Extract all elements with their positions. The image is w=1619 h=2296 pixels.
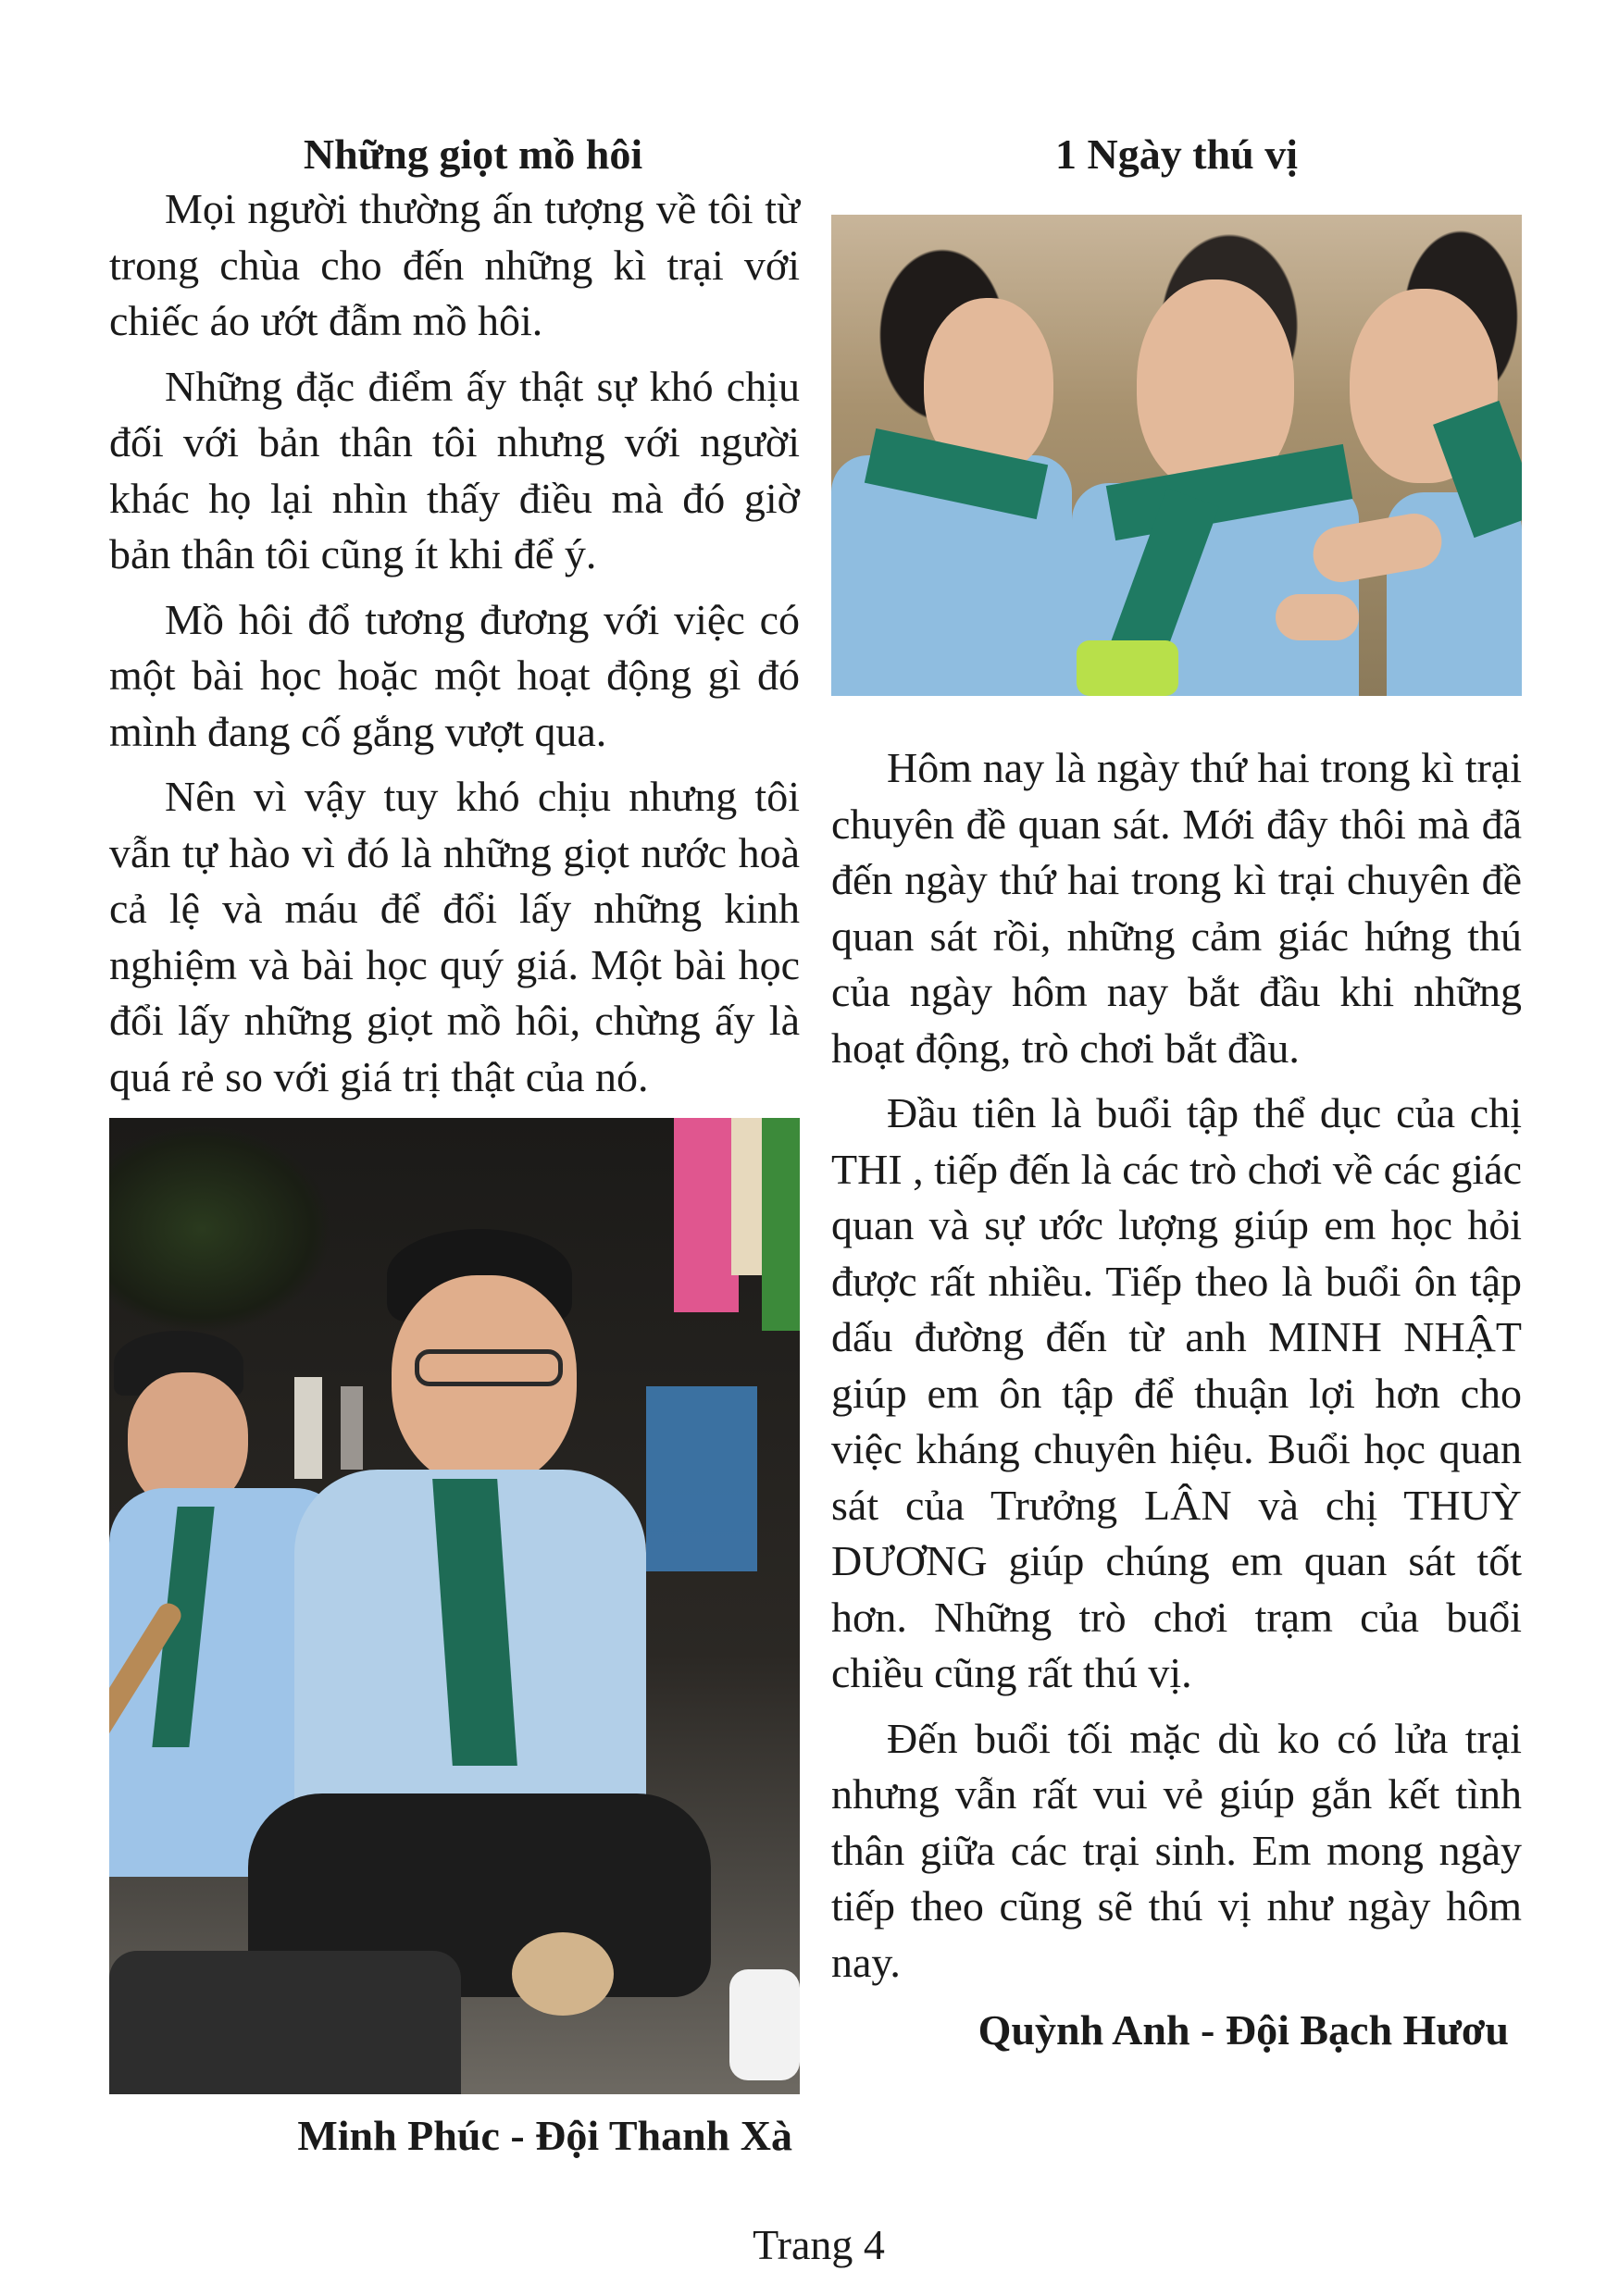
left-article-title: Những giọt mồ hôi	[303, 130, 643, 178]
left-paragraph-2: Những đặc điểm ấy thật sự khó chịu đối với bản thân tôi nhưng với người khác họ lại nhìn thấy điều mà đó giờ bản thân tôi cũng ít khi để ý.	[109, 362, 800, 577]
right-paragraph-3: Đến buổi tối mặc dù ko có lửa trại nhưng vẫn rất vui vẻ giúp gắn kết tình thân giữa các trại sinh. Em mong ngày tiếp theo cũng sẽ thú vị như ngày hôm nay.	[831, 1714, 1522, 1986]
campers-observation-photo	[831, 215, 1522, 696]
campers-night-photo	[109, 1118, 800, 2094]
left-article	[109, 128, 800, 2163]
right-paragraph-1: Hôm nay là ngày thứ hai trong kì trại chuyên đề quan sát. Mới đây thôi mà đã đến ngày thứ hai trong kì trại chuyên đề quan sát rồi, những cảm giác hứng thú của ngày hôm nay bắt đầu khi những hoạt động, trò chơi bắt đầu.	[831, 744, 1522, 1072]
page-number: Trang 4	[753, 2221, 885, 2268]
left-paragraph-4: Nên vì vậy tuy khó chịu nhưng tôi vẫn tự hào vì đó là những giọt nước hoà cả lệ và máu để đổi lấy những kinh nghiệm và bài học quý giá. Một bài học đổi lấy những giọt mồ hôi, chừng ấy là quá rẻ so với giá trị thật của nó.	[109, 773, 800, 1100]
right-article	[831, 128, 1522, 2057]
right-article-title: 1 Ngày thú vị	[1055, 130, 1298, 178]
left-paragraph-1: Mọi người thường ấn tượng về tôi từ trong chùa cho đến những kì trại với chiếc áo ướt đẫm mồ hôi.	[109, 185, 800, 344]
right-paragraph-2: Đầu tiên là buổi tập thể dục của chị THI , tiếp đến là các trò chơi về các giác quan và sự ước lượng giúp em học hỏi được rất nhiều. Tiếp theo là buổi ôn tập dấu đường đến từ anh MINH NHẬT giúp em ôn tập để thuận lợi hơn cho việc kháng chuyên hiệu. Buổi học quan sát của Trưởng LÂN và chị THUỲ DƯƠNG giúp chúng em quan sát tốt hơn. Những trò chơi trạm của buổi chiều cũng rất thú vị.	[831, 1089, 1522, 1696]
left-paragraph-3: Mồ hôi đổ tương đương với việc có một bài học hoặc một hoạt động gì đó mình đang cố gắng vượt qua.	[109, 595, 800, 755]
left-article-author: Minh Phúc - Đội Thanh Xà	[297, 2112, 792, 2159]
right-article-author: Quỳnh Anh - Đội Bạch Hươu	[978, 2006, 1509, 2054]
